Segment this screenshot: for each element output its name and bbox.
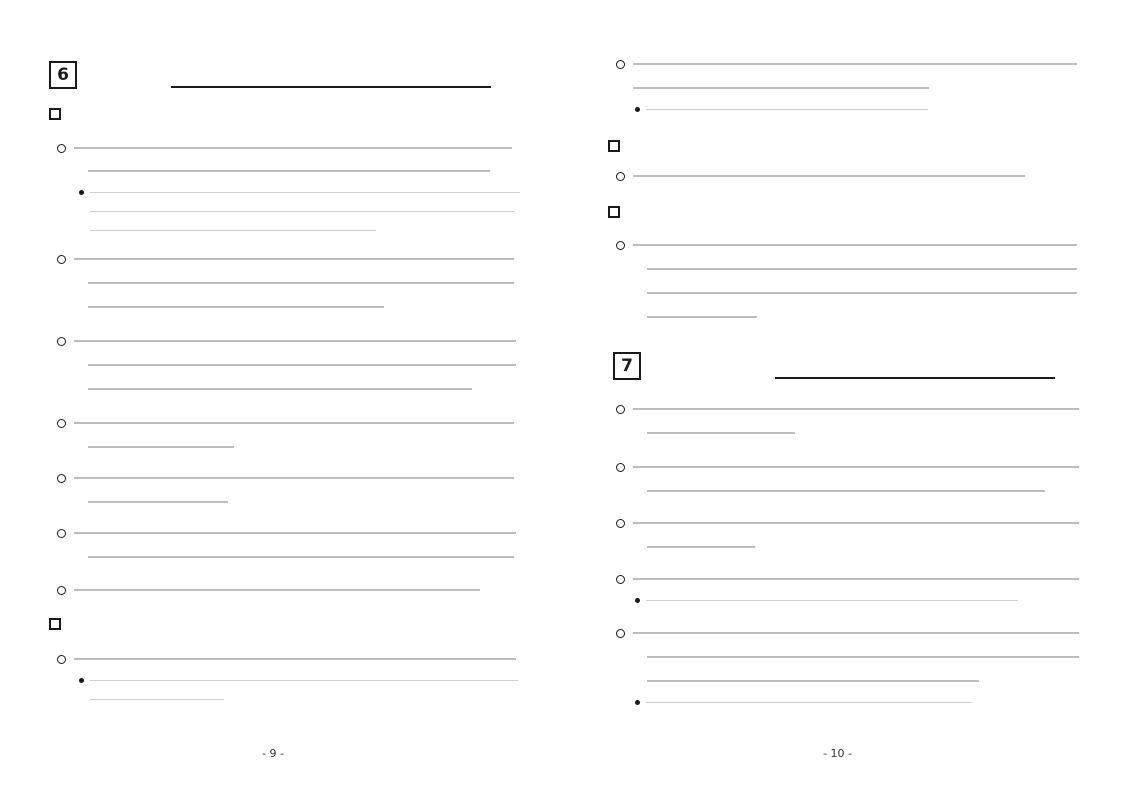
section-7-rule — [775, 377, 1055, 379]
subsection-marker — [49, 618, 61, 630]
section-6-rule — [171, 86, 491, 88]
right-page — [561, 0, 1121, 793]
section-7-heading — [613, 352, 1055, 380]
subsection-marker — [49, 108, 61, 120]
section-6-number: 6 — [49, 61, 77, 89]
section-7-number: 7 — [613, 352, 641, 380]
subsection-marker — [608, 206, 620, 218]
left-page — [0, 0, 560, 793]
page-number: - 9 - — [262, 747, 284, 760]
section-6-heading — [49, 61, 491, 89]
subsection-marker — [608, 140, 620, 152]
page-number: - 10 - — [823, 747, 852, 760]
